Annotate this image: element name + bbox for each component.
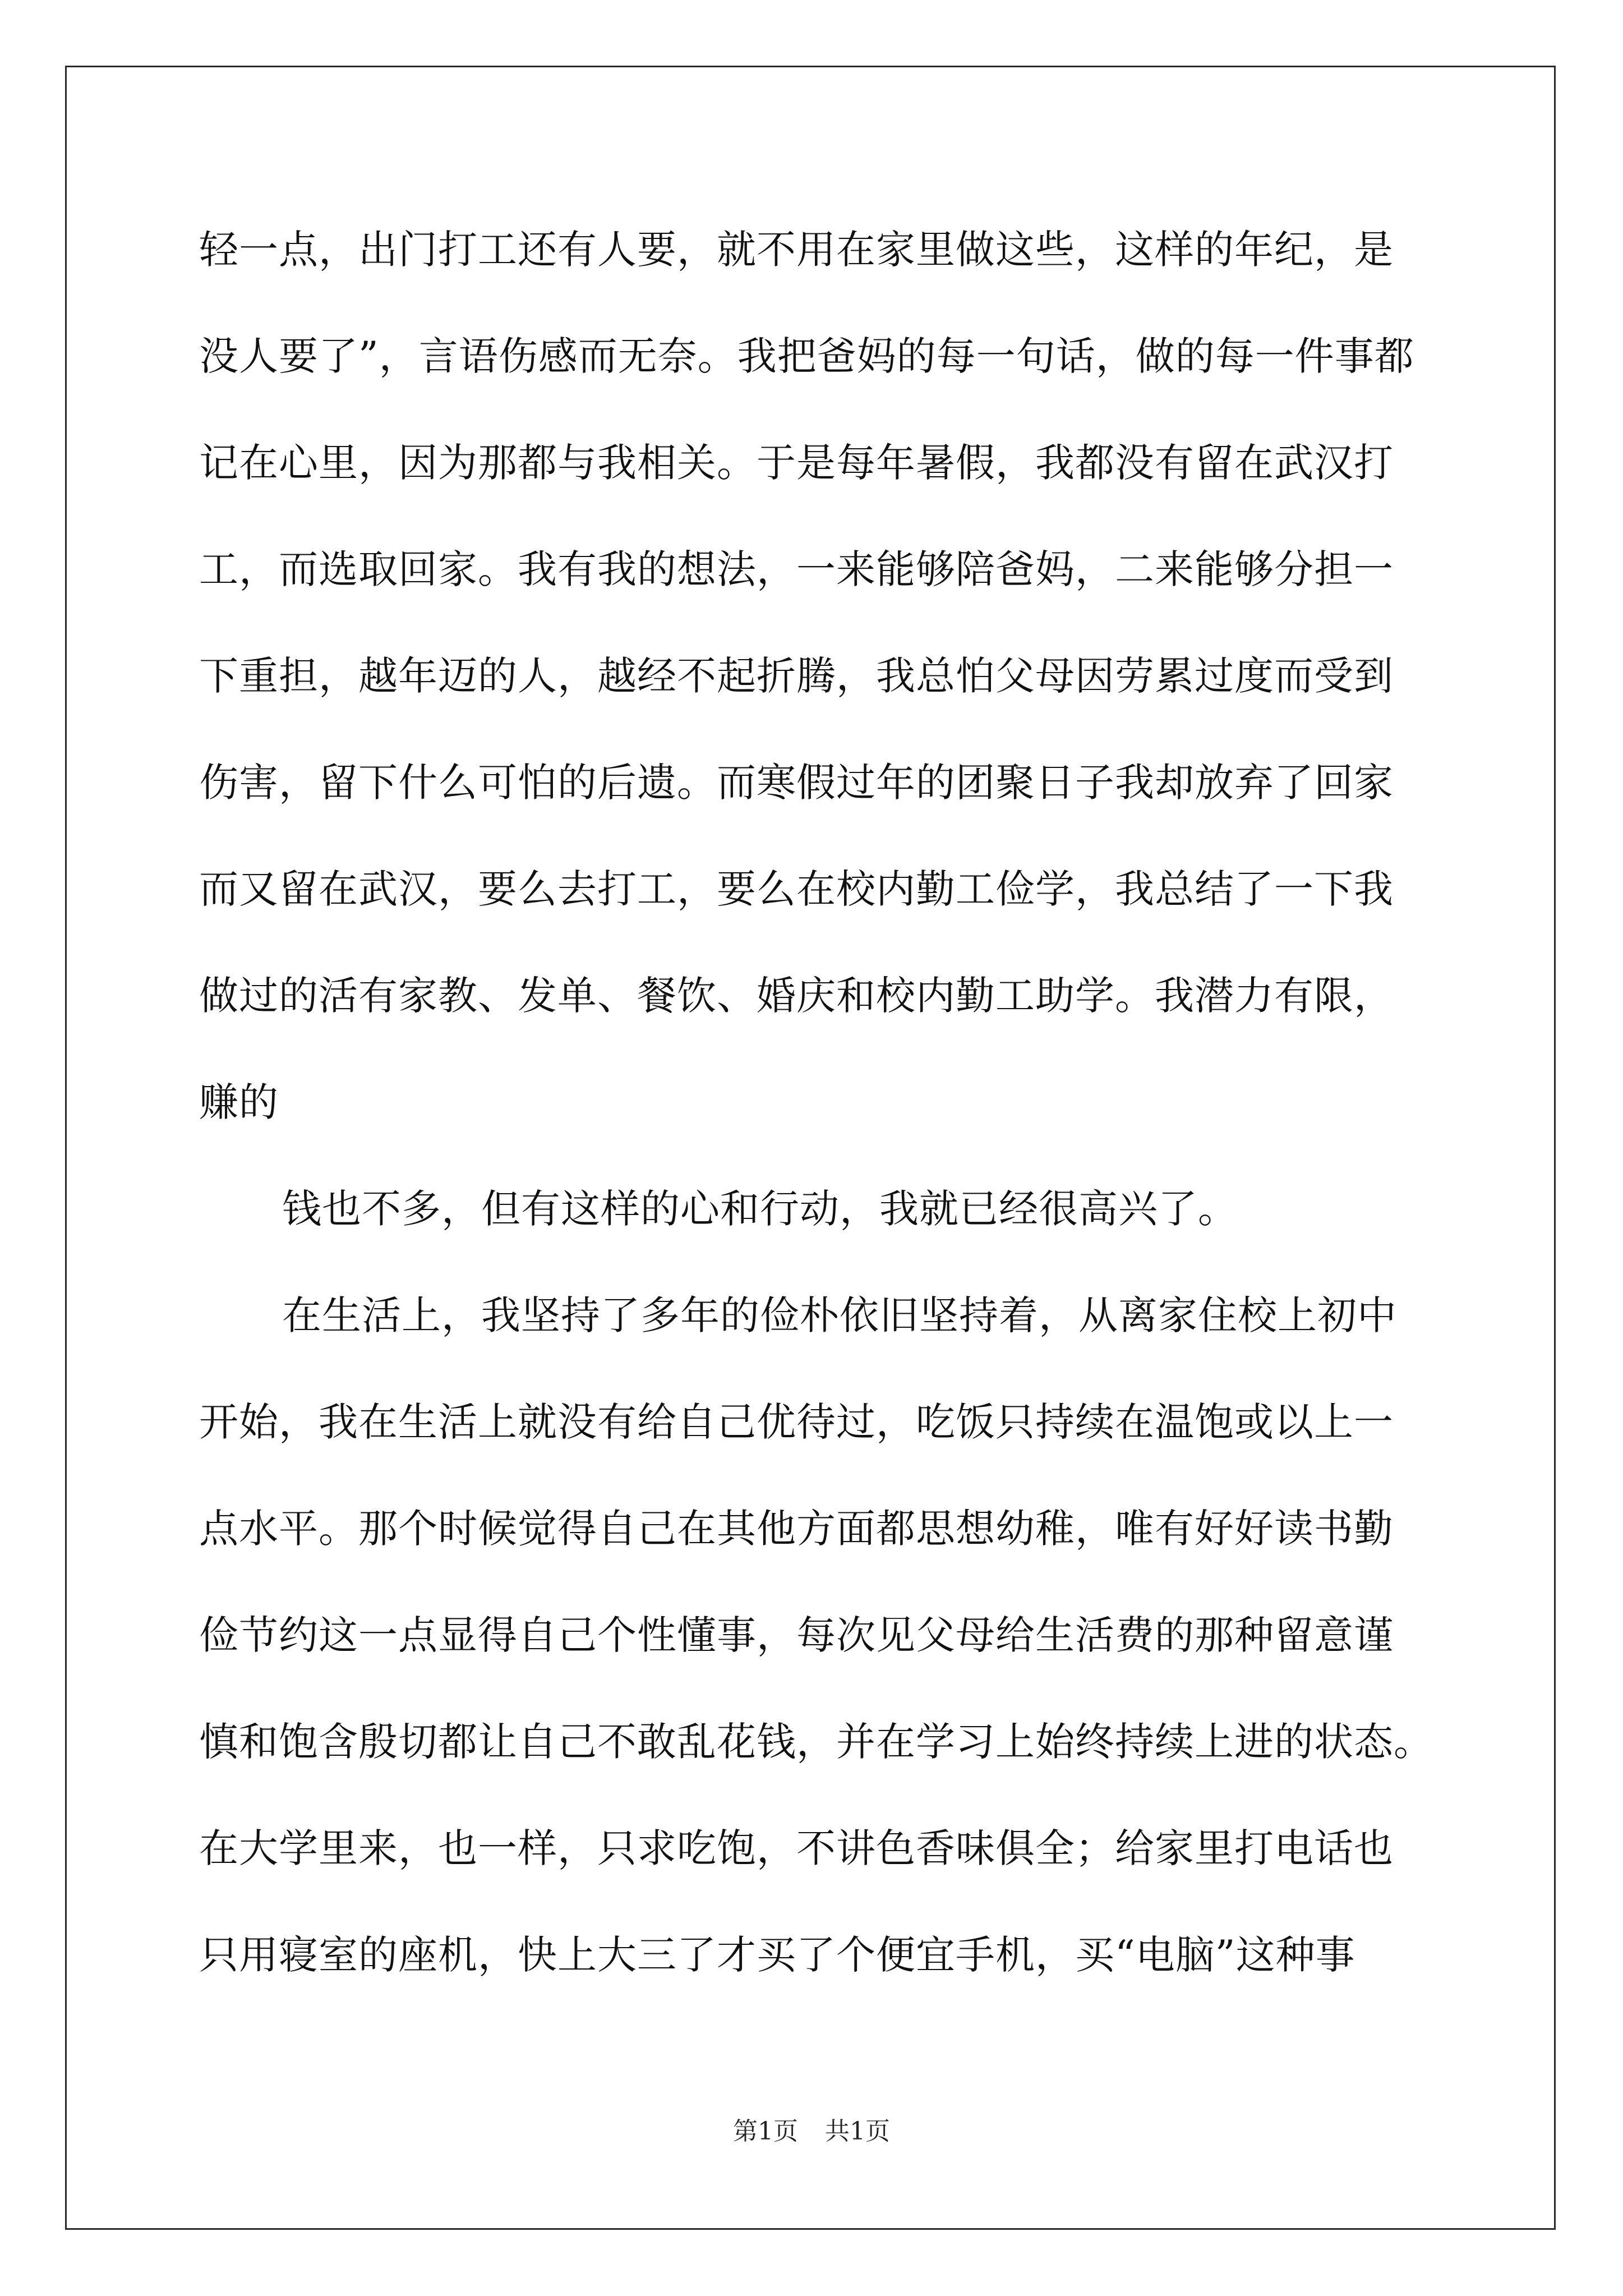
paragraph-start-line: 在生活上，我坚持了多年的俭朴依旧坚持着，从离家住校上初中 xyxy=(282,1292,1397,1338)
document-body xyxy=(199,219,1433,2031)
text-line: 工，而选取回家。我有我的想法，一来能够陪爸妈，二来能够分担一 xyxy=(199,546,1394,592)
text-line: 在大学里来，也一样，只求吃饱，不讲色香味俱全；给家里打电话也 xyxy=(199,1825,1394,1871)
text-line: 点水平。那个时候觉得自己在其他方面都思想幼稚，唯有好好读书勤 xyxy=(199,1506,1394,1552)
page-number: 第1页 xyxy=(733,2117,798,2146)
total-pages: 共1页 xyxy=(825,2117,890,2146)
text-line: 俭节约这一点显得自己个性懂事，每次见父母给生活费的那种留意谨 xyxy=(199,1612,1394,1658)
text-line: 慎和饱含殷切都让自己不敢乱花钱，并在学习上始终持续上进的状态。 xyxy=(199,1719,1433,1765)
text-line: 轻一点，出门打工还有人要，就不用在家里做这些，这样的年纪，是 xyxy=(199,227,1394,273)
text-line: 下重担，越年迈的人，越经不起折腾，我总怕父母因劳累过度而受到 xyxy=(199,653,1394,699)
text-line: 开始，我在生活上就没有给自己优待过，吃饭只持续在温饱或以上一 xyxy=(199,1399,1394,1445)
text-line: 赚的 xyxy=(199,1079,279,1125)
text-line: 而又留在武汉，要么去打工，要么在校内勤工俭学，我总结了一下我 xyxy=(199,866,1394,912)
text-line: 做过的活有家教、发单、餐饮、婚庆和校内勤工助学。我潜力有限， xyxy=(199,973,1394,1019)
text-line: 记在心里，因为那都与我相关。于是每年暑假，我都没有留在武汉打 xyxy=(199,440,1394,486)
page-footer xyxy=(0,2115,1623,2148)
text-line: 伤害，留下什么可怕的后遗。而寒假过年的团聚日子我却放弃了回家 xyxy=(199,760,1394,806)
text-line: 只用寝室的座机，快上大三了才买了个便宜手机，买“电脑”这种事 xyxy=(199,1932,1355,1978)
text-line: 没人要了”，言语伤感而无奈。我把爸妈的每一句话，做的每一件事都 xyxy=(199,333,1414,379)
paragraph-start-line: 钱也不多，但有这样的心和行动，我就已经很高兴了。 xyxy=(282,1186,1238,1232)
